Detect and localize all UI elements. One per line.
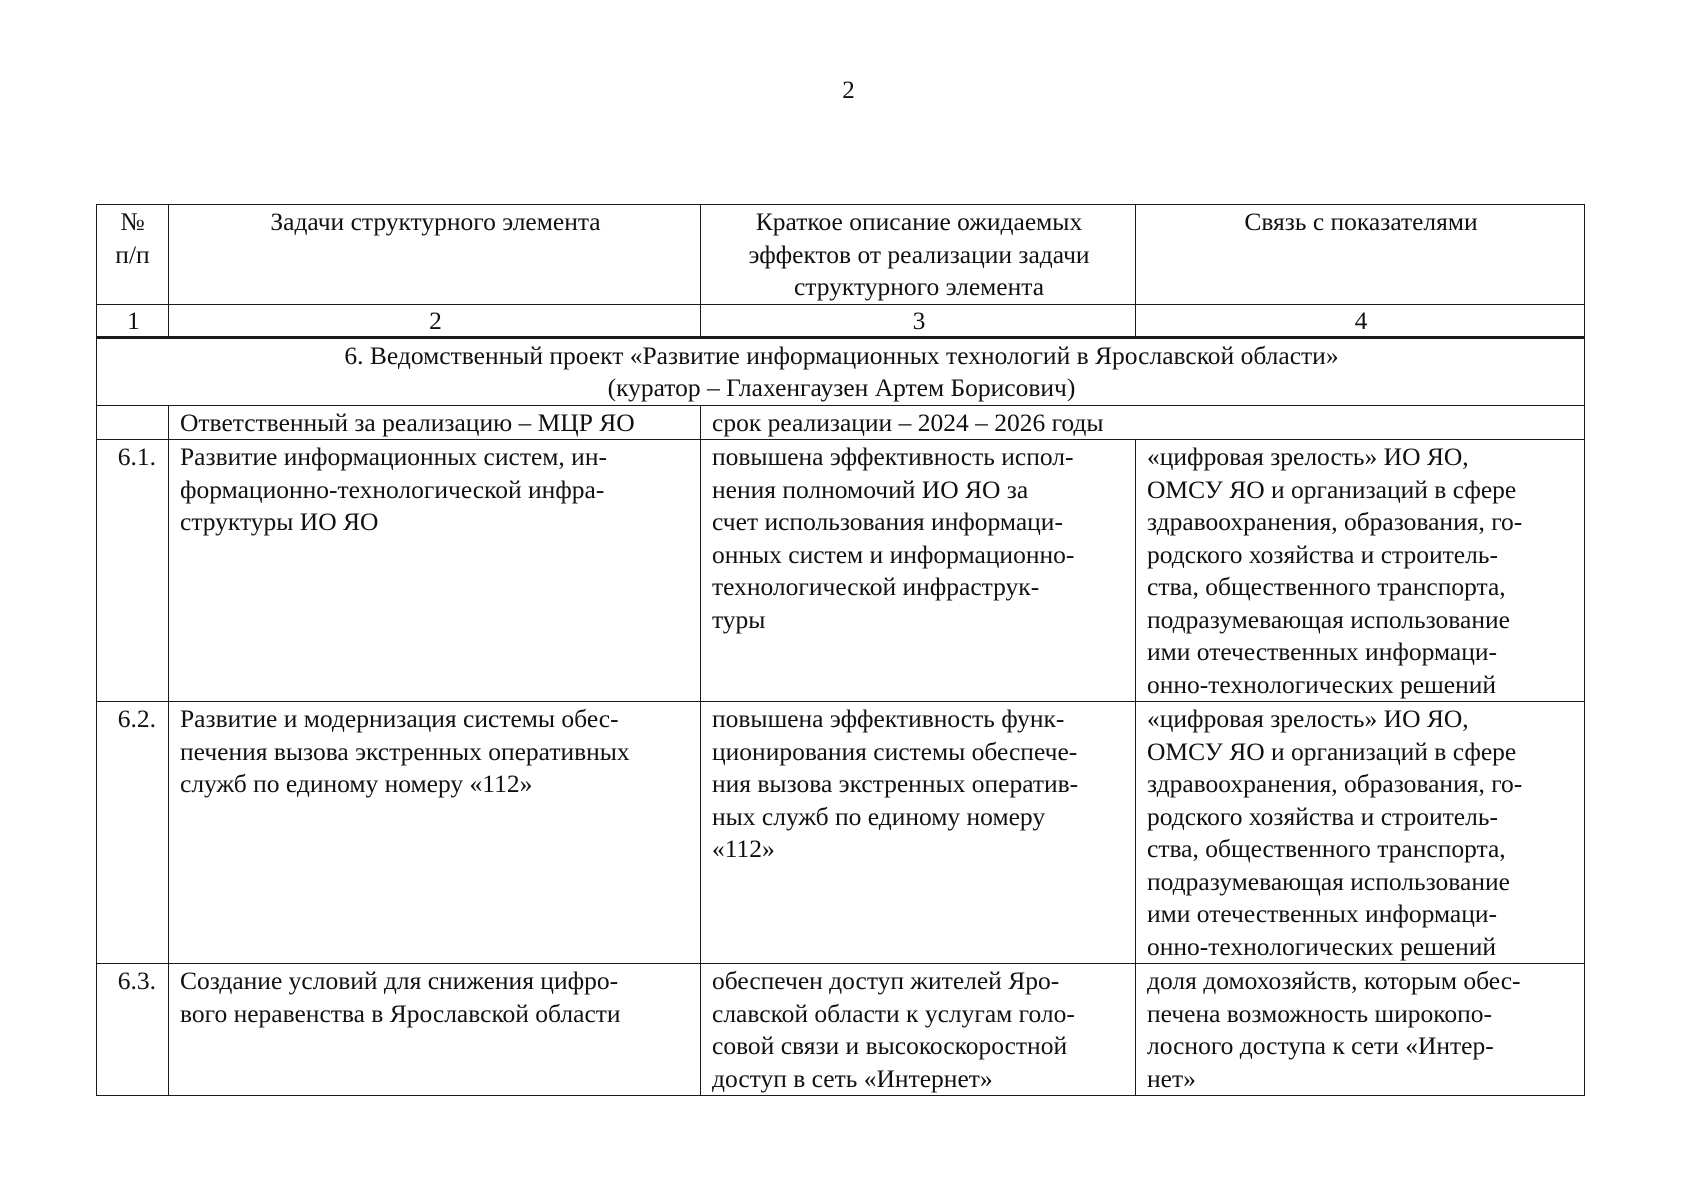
- column-number-row: [97, 304, 1585, 337]
- header-effects: Краткое описание ожидаемых эффектов от реализации задачи структурного элемента: [701, 205, 1136, 305]
- row-number: 6.2.: [97, 702, 169, 964]
- row-number: 6.3.: [97, 964, 169, 1096]
- header-indicators: Связь с показателями: [1136, 205, 1585, 305]
- row-indicator: «цифровая зрелость» ИО ЯО, ОМСУ ЯО и организаций в сфере здравоохранения, образования, го- родского хозяйства и строитель- ства, общественного транспорта, подразумевающая использование ими отечественных информаци- онно-технологических решений: [1136, 702, 1585, 964]
- row-indicator: доля домохозяйств, которым обес- печена возможность широкопо- лосного доступа к сети «Интер- нет»: [1136, 964, 1585, 1096]
- column-number-3: 3: [701, 304, 1136, 337]
- table-row: [97, 702, 1585, 964]
- column-number-1: 1: [97, 304, 169, 337]
- table-row: [97, 440, 1585, 702]
- row-indicator: «цифровая зрелость» ИО ЯО, ОМСУ ЯО и организаций в сфере здравоохранения, образования, го- родского хозяйства и строитель- ства, общественного транспорта, подразумевающая использование ими отечественных информаци- онно-технологических решений: [1136, 440, 1585, 702]
- responsible-text: Ответственный за реализацию – МЦР ЯО: [169, 405, 701, 440]
- row-effect: повышена эффективность испол- нения полномочий ИО ЯО за счет использования информаци- онных систем и информационно- технологической инфраструк- туры: [701, 440, 1136, 702]
- row-task: Развитие информационных систем, ин- формационно-технологической инфра- структуры ИО ЯО: [169, 440, 701, 702]
- period-text: срок реализации – 2024 – 2026 годы: [701, 405, 1585, 440]
- header-tasks: Задачи структурного элемента: [169, 205, 701, 305]
- table-row: [97, 964, 1585, 1096]
- section-row: [97, 337, 1585, 405]
- row-effect: повышена эффективность функ- ционирования системы обеспече- ния вызова экстренных оператив- ных служб по единому номеру «112»: [701, 702, 1136, 964]
- responsible-row: [97, 405, 1585, 440]
- table-header-row: [97, 205, 1585, 305]
- header-number: № п/п: [97, 205, 169, 305]
- column-number-4: 4: [1136, 304, 1585, 337]
- section-cell: [97, 337, 1585, 405]
- row-task: Создание условий для снижения цифро- вого неравенства в Ярославской области: [169, 964, 701, 1096]
- row-task: Развитие и модернизация системы обес- печения вызова экстренных оперативных служб по единому номеру «112»: [169, 702, 701, 964]
- page-number: 2: [842, 77, 855, 104]
- responsible-empty-cell: [97, 405, 169, 440]
- row-number: 6.1.: [97, 440, 169, 702]
- column-number-2: 2: [169, 304, 701, 337]
- section-curator: (куратор – Глахенгаузен Артем Борисович): [607, 373, 1076, 402]
- section-title: 6. Ведомственный проект «Развитие информационных технологий в Ярославской области»: [344, 340, 1339, 370]
- projects-table: [96, 204, 1585, 1096]
- row-effect: обеспечен доступ жителей Яро- славской области к услугам голо- совой связи и высокоскоростной доступ в сеть «Интернет»: [701, 964, 1136, 1096]
